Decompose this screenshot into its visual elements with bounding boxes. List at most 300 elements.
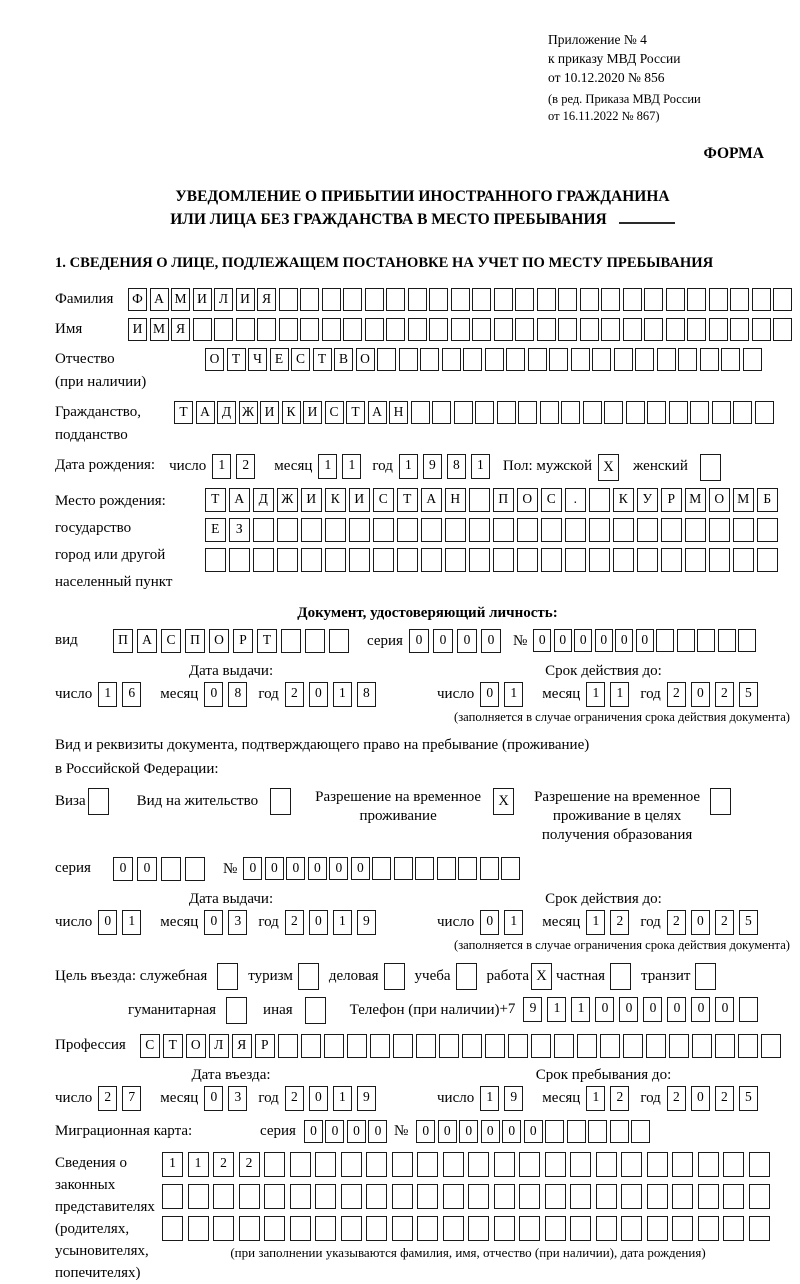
char-cell[interactable]: 0 (351, 857, 370, 880)
char-cell[interactable] (596, 1216, 617, 1241)
char-cell[interactable]: 1 (586, 682, 605, 707)
char-cell[interactable]: Т (205, 488, 226, 512)
char-cell[interactable] (429, 288, 448, 311)
phone-cells[interactable] (523, 997, 763, 1022)
representatives-line3-cells[interactable] (162, 1216, 774, 1241)
char-cell[interactable]: 1 (333, 910, 352, 935)
char-cell[interactable] (341, 1152, 362, 1177)
char-cell[interactable]: Я (171, 318, 190, 341)
char-cell[interactable] (445, 518, 466, 542)
char-cell[interactable] (494, 318, 513, 341)
char-cell[interactable]: 0 (457, 629, 477, 653)
char-cell[interactable]: 0 (329, 857, 348, 880)
identity-kind-cells[interactable] (113, 629, 353, 653)
char-cell[interactable]: 9 (523, 997, 542, 1022)
char-cell[interactable]: 0 (480, 910, 499, 935)
char-cell[interactable]: 1 (212, 454, 231, 479)
char-cell[interactable]: 2 (610, 1086, 629, 1111)
char-cell[interactable] (239, 1184, 260, 1209)
char-cell[interactable] (623, 318, 642, 341)
char-cell[interactable] (472, 318, 491, 341)
char-cell[interactable]: 0 (481, 629, 501, 653)
residence-valid-day[interactable] (480, 910, 528, 935)
char-cell[interactable] (712, 401, 731, 424)
char-cell[interactable] (162, 1216, 183, 1241)
char-cell[interactable]: 5 (739, 682, 758, 707)
char-cell[interactable] (458, 857, 477, 880)
char-cell[interactable] (545, 1120, 564, 1143)
char-cell[interactable] (468, 1216, 489, 1241)
char-cell[interactable] (685, 548, 706, 572)
char-cell[interactable] (669, 401, 688, 424)
char-cell[interactable] (399, 348, 418, 371)
char-cell[interactable] (469, 548, 490, 572)
char-cell[interactable] (443, 1184, 464, 1209)
char-cell[interactable]: 2 (285, 910, 304, 935)
char-cell[interactable]: 1 (504, 910, 523, 935)
char-cell[interactable] (264, 1184, 285, 1209)
char-cell[interactable] (493, 518, 514, 542)
char-cell[interactable] (421, 518, 442, 542)
char-cell[interactable]: 8 (228, 682, 247, 707)
char-cell[interactable]: А (229, 488, 250, 512)
char-cell[interactable] (685, 518, 706, 542)
char-cell[interactable] (709, 548, 730, 572)
char-cell[interactable]: 0 (481, 1120, 500, 1143)
char-cell[interactable] (589, 518, 610, 542)
char-cell[interactable] (485, 1034, 505, 1058)
char-cell[interactable] (469, 518, 490, 542)
char-cell[interactable] (322, 318, 341, 341)
stay-year-cells[interactable] (667, 1086, 763, 1111)
char-cell[interactable]: 0 (265, 857, 284, 880)
surname-cells[interactable] (128, 288, 795, 311)
char-cell[interactable] (610, 1120, 629, 1143)
migration-number-cells[interactable] (416, 1120, 653, 1143)
char-cell[interactable] (366, 1152, 387, 1177)
char-cell[interactable]: 5 (739, 910, 758, 935)
representatives-line2-cells[interactable] (162, 1184, 774, 1209)
char-cell[interactable] (278, 1034, 298, 1058)
char-cell[interactable] (730, 318, 749, 341)
char-cell[interactable] (600, 1034, 620, 1058)
char-cell[interactable] (614, 348, 633, 371)
char-cell[interactable]: М (171, 288, 190, 311)
char-cell[interactable]: 1 (399, 454, 418, 479)
char-cell[interactable] (669, 1034, 689, 1058)
char-cell[interactable] (647, 1152, 668, 1177)
char-cell[interactable]: 0 (137, 857, 157, 881)
char-cell[interactable] (687, 318, 706, 341)
char-cell[interactable] (393, 1034, 413, 1058)
char-cell[interactable]: 0 (691, 997, 710, 1022)
char-cell[interactable]: 0 (204, 910, 223, 935)
char-cell[interactable] (394, 857, 413, 880)
char-cell[interactable]: 0 (619, 997, 638, 1022)
char-cell[interactable] (537, 288, 556, 311)
char-cell[interactable]: П (493, 488, 514, 512)
char-cell[interactable] (279, 318, 298, 341)
char-cell[interactable] (565, 518, 586, 542)
char-cell[interactable]: О (205, 348, 224, 371)
char-cell[interactable]: Д (217, 401, 236, 424)
char-cell[interactable] (631, 1120, 650, 1143)
char-cell[interactable]: 2 (667, 682, 686, 707)
char-cell[interactable] (472, 288, 491, 311)
char-cell[interactable]: С (325, 401, 344, 424)
char-cell[interactable]: А (368, 401, 387, 424)
char-cell[interactable] (657, 348, 676, 371)
char-cell[interactable]: Т (174, 401, 193, 424)
char-cell[interactable]: 0 (243, 857, 262, 880)
char-cell[interactable] (185, 857, 205, 881)
char-cell[interactable] (315, 1152, 336, 1177)
char-cell[interactable] (541, 518, 562, 542)
char-cell[interactable] (715, 1034, 735, 1058)
char-cell[interactable] (214, 318, 233, 341)
char-cell[interactable] (528, 348, 547, 371)
char-cell[interactable]: О (209, 629, 229, 653)
char-cell[interactable]: С (140, 1034, 160, 1058)
char-cell[interactable] (253, 548, 274, 572)
char-cell[interactable]: К (325, 488, 346, 512)
char-cell[interactable] (480, 857, 499, 880)
char-cell[interactable]: 0 (433, 629, 453, 653)
char-cell[interactable]: 0 (524, 1120, 543, 1143)
char-cell[interactable]: 3 (228, 910, 247, 935)
char-cell[interactable]: 0 (667, 997, 686, 1022)
char-cell[interactable]: Ф (128, 288, 147, 311)
char-cell[interactable] (723, 1216, 744, 1241)
char-cell[interactable]: 9 (357, 1086, 376, 1111)
char-cell[interactable] (365, 288, 384, 311)
char-cell[interactable]: 9 (423, 454, 442, 479)
char-cell[interactable]: 1 (471, 454, 490, 479)
char-cell[interactable] (757, 548, 778, 572)
char-cell[interactable] (213, 1184, 234, 1209)
char-cell[interactable] (442, 348, 461, 371)
name-cells[interactable] (128, 318, 795, 341)
char-cell[interactable]: 8 (447, 454, 466, 479)
char-cell[interactable] (545, 1216, 566, 1241)
char-cell[interactable]: 1 (586, 1086, 605, 1111)
char-cell[interactable]: 0 (533, 629, 551, 652)
char-cell[interactable]: Р (255, 1034, 275, 1058)
char-cell[interactable] (279, 288, 298, 311)
char-cell[interactable]: 1 (342, 454, 361, 479)
char-cell[interactable] (475, 401, 494, 424)
char-cell[interactable] (773, 318, 792, 341)
char-cell[interactable] (718, 629, 736, 652)
char-cell[interactable]: 5 (739, 1086, 758, 1111)
char-cell[interactable] (561, 401, 580, 424)
char-cell[interactable] (540, 401, 559, 424)
char-cell[interactable] (596, 1152, 617, 1177)
char-cell[interactable] (644, 288, 663, 311)
char-cell[interactable] (519, 1184, 540, 1209)
char-cell[interactable]: 0 (595, 997, 614, 1022)
char-cell[interactable] (558, 288, 577, 311)
char-cell[interactable]: 9 (357, 910, 376, 935)
char-cell[interactable] (709, 288, 728, 311)
char-cell[interactable] (315, 1216, 336, 1241)
char-cell[interactable]: 1 (333, 682, 352, 707)
residence-valid-year[interactable] (667, 910, 763, 935)
char-cell[interactable] (469, 488, 490, 512)
char-cell[interactable] (343, 288, 362, 311)
char-cell[interactable] (397, 518, 418, 542)
char-cell[interactable] (494, 1152, 515, 1177)
char-cell[interactable] (372, 857, 391, 880)
stay-month-cells[interactable] (586, 1086, 634, 1111)
char-cell[interactable] (757, 518, 778, 542)
char-cell[interactable]: И (128, 318, 147, 341)
char-cell[interactable] (709, 518, 730, 542)
char-cell[interactable] (349, 548, 370, 572)
char-cell[interactable] (451, 318, 470, 341)
char-cell[interactable] (515, 288, 534, 311)
char-cell[interactable]: 1 (571, 997, 590, 1022)
char-cell[interactable]: К (282, 401, 301, 424)
char-cell[interactable] (392, 1216, 413, 1241)
char-cell[interactable] (324, 1034, 344, 1058)
char-cell[interactable] (588, 1120, 607, 1143)
char-cell[interactable]: 1 (98, 682, 117, 707)
residence-valid-month[interactable] (586, 910, 634, 935)
char-cell[interactable]: 0 (636, 629, 654, 652)
char-cell[interactable]: В (334, 348, 353, 371)
char-cell[interactable]: 1 (610, 682, 629, 707)
char-cell[interactable]: Д (253, 488, 274, 512)
char-cell[interactable] (601, 318, 620, 341)
char-cell[interactable]: . (565, 488, 586, 512)
char-cell[interactable] (687, 288, 706, 311)
char-cell[interactable] (621, 1184, 642, 1209)
char-cell[interactable] (592, 348, 611, 371)
char-cell[interactable]: И (349, 488, 370, 512)
entry-year-cells[interactable] (285, 1086, 381, 1111)
char-cell[interactable] (613, 518, 634, 542)
char-cell[interactable] (386, 318, 405, 341)
temp-residence-edu-checkbox[interactable] (710, 788, 731, 815)
char-cell[interactable]: Р (233, 629, 253, 653)
char-cell[interactable] (589, 548, 610, 572)
char-cell[interactable]: З (229, 518, 250, 542)
char-cell[interactable] (752, 288, 771, 311)
char-cell[interactable] (301, 1034, 321, 1058)
char-cell[interactable] (443, 1216, 464, 1241)
char-cell[interactable]: Л (214, 288, 233, 311)
char-cell[interactable] (690, 401, 709, 424)
char-cell[interactable] (290, 1152, 311, 1177)
char-cell[interactable] (322, 288, 341, 311)
char-cell[interactable]: 0 (595, 629, 613, 652)
char-cell[interactable]: С (541, 488, 562, 512)
char-cell[interactable] (343, 318, 362, 341)
representatives-line1-cells[interactable] (162, 1152, 774, 1177)
char-cell[interactable]: 2 (667, 910, 686, 935)
char-cell[interactable]: 0 (309, 910, 328, 935)
char-cell[interactable] (416, 1034, 436, 1058)
char-cell[interactable] (637, 518, 658, 542)
char-cell[interactable] (392, 1184, 413, 1209)
char-cell[interactable]: 1 (162, 1152, 183, 1177)
char-cell[interactable] (443, 1152, 464, 1177)
char-cell[interactable] (692, 1034, 712, 1058)
char-cell[interactable]: 0 (347, 1120, 366, 1143)
char-cell[interactable] (570, 1216, 591, 1241)
char-cell[interactable] (408, 288, 427, 311)
char-cell[interactable]: И (236, 288, 255, 311)
char-cell[interactable] (454, 401, 473, 424)
char-cell[interactable]: 9 (504, 1086, 523, 1111)
char-cell[interactable] (739, 997, 758, 1022)
char-cell[interactable] (370, 1034, 390, 1058)
char-cell[interactable] (417, 1152, 438, 1177)
char-cell[interactable]: 0 (554, 629, 572, 652)
identity-series-cells[interactable] (409, 629, 505, 653)
char-cell[interactable]: 0 (459, 1120, 478, 1143)
char-cell[interactable] (545, 1152, 566, 1177)
char-cell[interactable]: М (685, 488, 706, 512)
char-cell[interactable] (647, 401, 666, 424)
identity-number-cells[interactable] (533, 629, 759, 652)
char-cell[interactable] (697, 629, 715, 652)
purpose-tourism-checkbox[interactable] (298, 963, 319, 990)
char-cell[interactable] (580, 318, 599, 341)
char-cell[interactable]: 0 (438, 1120, 457, 1143)
char-cell[interactable] (709, 318, 728, 341)
char-cell[interactable] (738, 629, 756, 652)
char-cell[interactable] (341, 1216, 362, 1241)
residence-permit-checkbox[interactable] (270, 788, 291, 815)
char-cell[interactable] (700, 348, 719, 371)
char-cell[interactable] (519, 1216, 540, 1241)
char-cell[interactable] (462, 1034, 482, 1058)
sex-male-checkbox[interactable]: X (598, 454, 619, 481)
char-cell[interactable] (253, 518, 274, 542)
char-cell[interactable] (554, 1034, 574, 1058)
char-cell[interactable] (723, 1184, 744, 1209)
char-cell[interactable] (494, 1216, 515, 1241)
char-cell[interactable] (485, 348, 504, 371)
char-cell[interactable] (290, 1184, 311, 1209)
purpose-other-checkbox[interactable] (305, 997, 326, 1024)
purpose-humanitarian-checkbox[interactable] (226, 997, 247, 1024)
char-cell[interactable]: Т (257, 629, 277, 653)
char-cell[interactable]: И (193, 288, 212, 311)
char-cell[interactable] (236, 318, 255, 341)
char-cell[interactable]: 0 (113, 857, 133, 881)
char-cell[interactable] (583, 401, 602, 424)
char-cell[interactable] (373, 518, 394, 542)
char-cell[interactable]: 2 (239, 1152, 260, 1177)
char-cell[interactable] (577, 1034, 597, 1058)
char-cell[interactable] (661, 548, 682, 572)
char-cell[interactable]: П (113, 629, 133, 653)
char-cell[interactable] (494, 1184, 515, 1209)
char-cell[interactable] (277, 548, 298, 572)
char-cell[interactable]: 0 (643, 997, 662, 1022)
char-cell[interactable] (621, 1152, 642, 1177)
char-cell[interactable]: 2 (715, 910, 734, 935)
char-cell[interactable]: А (150, 288, 169, 311)
char-cell[interactable] (501, 857, 520, 880)
birth-month-cells[interactable] (318, 454, 366, 479)
char-cell[interactable] (773, 288, 792, 311)
identity-issue-year[interactable] (285, 682, 381, 707)
char-cell[interactable]: 2 (285, 682, 304, 707)
char-cell[interactable] (417, 1216, 438, 1241)
residence-series-cells[interactable] (113, 857, 209, 881)
char-cell[interactable]: 2 (667, 1086, 686, 1111)
char-cell[interactable] (386, 288, 405, 311)
char-cell[interactable] (698, 1152, 719, 1177)
char-cell[interactable]: Е (270, 348, 289, 371)
char-cell[interactable]: 2 (236, 454, 255, 479)
char-cell[interactable] (205, 548, 226, 572)
char-cell[interactable] (570, 1152, 591, 1177)
char-cell[interactable] (349, 518, 370, 542)
char-cell[interactable] (613, 548, 634, 572)
char-cell[interactable] (733, 548, 754, 572)
char-cell[interactable]: 0 (409, 629, 429, 653)
char-cell[interactable] (678, 348, 697, 371)
char-cell[interactable]: О (709, 488, 730, 512)
char-cell[interactable] (698, 1184, 719, 1209)
char-cell[interactable]: К (613, 488, 634, 512)
char-cell[interactable]: 0 (502, 1120, 521, 1143)
char-cell[interactable] (411, 401, 430, 424)
purpose-official-checkbox[interactable] (217, 963, 238, 990)
purpose-private-checkbox[interactable] (610, 963, 631, 990)
char-cell[interactable] (749, 1184, 770, 1209)
birth-day-cells[interactable] (212, 454, 260, 479)
char-cell[interactable] (656, 629, 674, 652)
char-cell[interactable] (162, 1184, 183, 1209)
char-cell[interactable] (558, 318, 577, 341)
char-cell[interactable]: 0 (691, 682, 710, 707)
char-cell[interactable] (646, 1034, 666, 1058)
char-cell[interactable]: 0 (286, 857, 305, 880)
char-cell[interactable] (420, 348, 439, 371)
char-cell[interactable] (392, 1152, 413, 1177)
char-cell[interactable]: 0 (480, 682, 499, 707)
char-cell[interactable]: 2 (715, 1086, 734, 1111)
char-cell[interactable]: Т (313, 348, 332, 371)
char-cell[interactable] (743, 348, 762, 371)
char-cell[interactable] (468, 1152, 489, 1177)
char-cell[interactable] (264, 1216, 285, 1241)
birthplace-line2-cells[interactable] (205, 518, 781, 542)
char-cell[interactable] (329, 629, 349, 653)
char-cell[interactable]: Я (232, 1034, 252, 1058)
residence-number-cells[interactable] (243, 857, 523, 880)
char-cell[interactable] (596, 1184, 617, 1209)
char-cell[interactable]: 1 (188, 1152, 209, 1177)
char-cell[interactable]: М (150, 318, 169, 341)
char-cell[interactable] (518, 401, 537, 424)
char-cell[interactable] (417, 1184, 438, 1209)
char-cell[interactable] (733, 401, 752, 424)
char-cell[interactable] (264, 1152, 285, 1177)
temp-residence-checkbox[interactable]: X (493, 788, 514, 815)
char-cell[interactable]: 8 (357, 682, 376, 707)
char-cell[interactable]: 0 (368, 1120, 387, 1143)
char-cell[interactable]: 2 (715, 682, 734, 707)
char-cell[interactable] (721, 348, 740, 371)
char-cell[interactable] (519, 1152, 540, 1177)
